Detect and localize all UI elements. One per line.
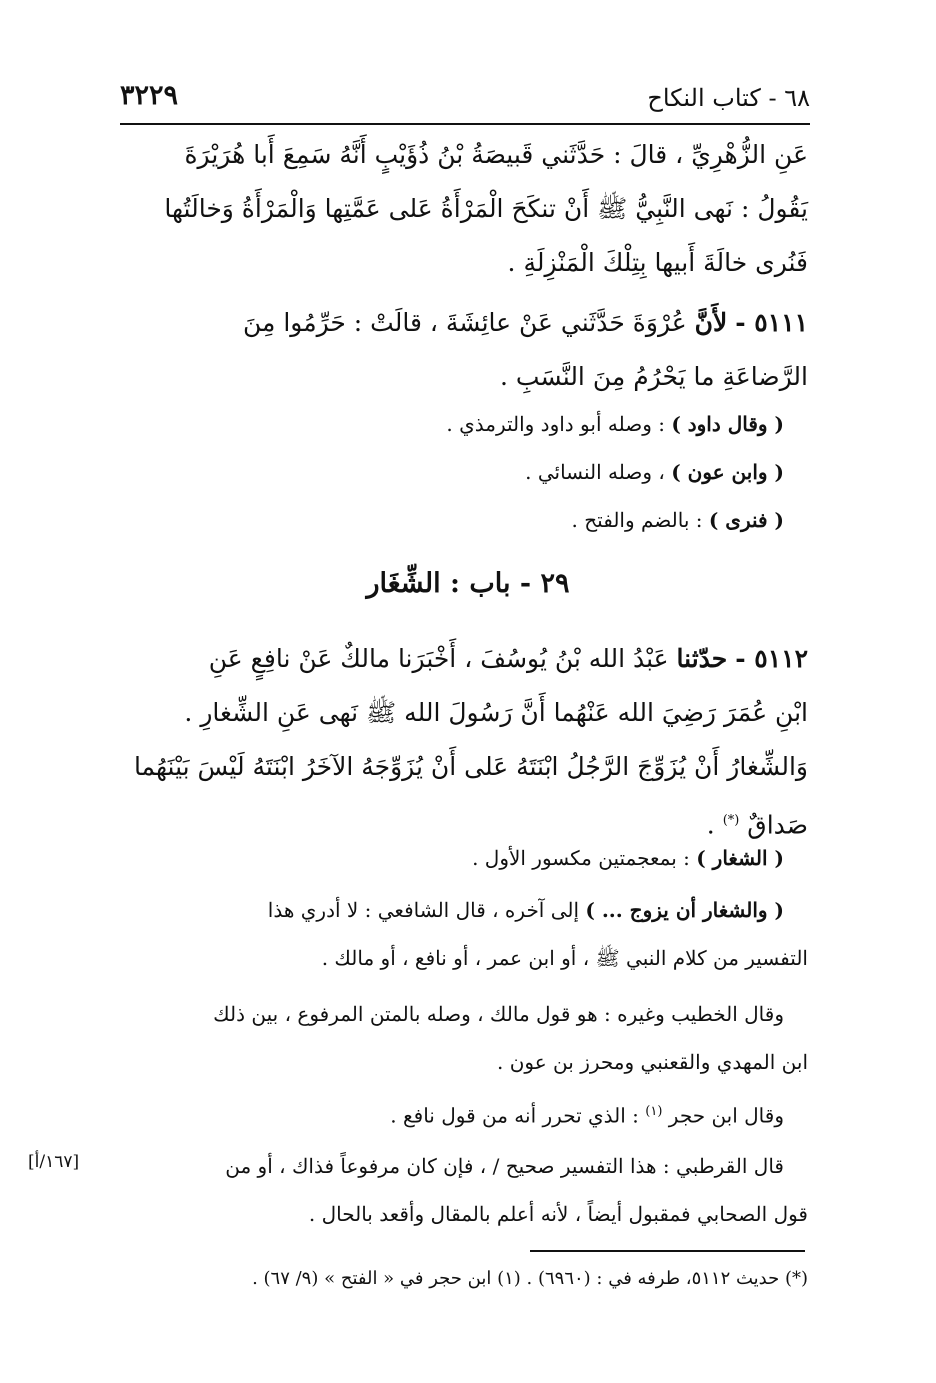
- hadith-line: وَالشِّغارُ أَنْ يُزَوِّجَ الرَّجُلُ ابْنَتَهُ عَلى أَنْ يُزَوِّجَهُ الآخَرُ ابْنَتَهُ لَيْسَ بَيْنَهُما: [133, 752, 808, 781]
- chapter-heading: ٢٩ - باب : الشِّغَار: [366, 568, 570, 599]
- hadith-line: [128, 632, 808, 686]
- hadith-line: الرَّضاعَةِ ما يَحْرُمُ مِنَ النَّسَبِ .: [500, 362, 808, 391]
- commentary-text: ، وصله النسائي .: [525, 460, 672, 484]
- commentary-text: وقال ابن حجر: [662, 1103, 784, 1128]
- commentary-paragraph: [128, 1088, 808, 1140]
- commentary-line: [128, 400, 808, 448]
- commentary-term: ( والشغار أن يزوج ... ): [585, 898, 784, 922]
- hadith-number: ٥١١٢ -: [735, 644, 808, 673]
- commentary-line: ابن المهدي والقعنبي ومحرز بن عون .: [497, 1050, 808, 1074]
- commentary-term: ( فنرى ): [708, 508, 784, 532]
- margin-reference: [١٦٧/أ]: [28, 1152, 80, 1172]
- commentary-paragraph: [128, 990, 808, 1086]
- hadith-line: يَقُولُ : نَهى النَّبِيُّ ﷺ أَنْ تنكَحَ الْمَرْأَةُ عَلى عَمَّتِها وَالْمَرْأَةُ وَخالَتُها: [164, 194, 808, 223]
- commentary-paragraph: [128, 1142, 808, 1238]
- commentary-line: قول الصحابي فمقبول أيضاً ، لأنه أعلم بالمقال وأقعد بالحال .: [308, 1202, 808, 1226]
- hadith-text-end: .: [706, 810, 723, 840]
- commentary-line: [128, 448, 808, 496]
- hadith-5112: [128, 632, 808, 852]
- page-header: [120, 70, 810, 122]
- hadith-line: [128, 296, 808, 350]
- commentary-line: التفسير من كلام النبي ﷺ ، أو ابن عمر ، أو نافع ، أو مالك .: [321, 946, 808, 970]
- footnote: (*) حديث ٥١١٢، طرفه في : (٦٩٦٠) . (١) ابن حجر في « الفتح » (٩/ ٦٧) .: [252, 1268, 808, 1289]
- commentary-text: : وصله أبو داود والترمذي .: [446, 412, 672, 436]
- hadith-line: ابْنِ عُمَرَ رَضِيَ الله عَنْهُما أَنَّ رَسُولَ الله ﷺ نَهى عَنِ الشِّغارِ .: [184, 698, 808, 727]
- commentary-line: قال القرطبي : هذا التفسير صحيح / ، فإن كان مرفوعاً فذاك ، أو من: [225, 1154, 784, 1178]
- commentary-paragraph: [128, 886, 808, 982]
- book-title: ٦٨ - كتاب النكاح: [647, 84, 810, 112]
- commentary-text: إلى آخره ، قال الشافعي : لا أدري هذا: [267, 898, 586, 922]
- commentary-term: ( وابن عون ): [671, 460, 784, 484]
- commentary-term: ( وقال داود ): [671, 412, 784, 436]
- commentary-line: [128, 834, 808, 882]
- footnote-rule: [530, 1250, 805, 1252]
- commentary-line: وقال الخطيب وغيره : هو قول مالك ، وصله بالمتن المرفوع ، بين ذلك: [213, 1002, 784, 1026]
- hadith-lead-word: حدّثنا: [676, 644, 728, 673]
- commentary-text: : الذي تحرر أنه من قول نافع .: [390, 1103, 646, 1128]
- hadith-number: ٥١١١ -: [735, 308, 808, 337]
- hadith-5110-continuation: [128, 128, 808, 290]
- page-number: ٣٢٢٩: [120, 80, 179, 111]
- commentary-line: [128, 496, 808, 544]
- commentary-term: ( الشغار ): [696, 846, 784, 870]
- hadith-text: عَبْدُ الله بْنُ يُوسُفَ ، أَخْبَرَنا مالكٌ عَنْ نافِعٍ عَنِ: [208, 644, 669, 673]
- hadith-lead-word: لأَنَّ: [694, 308, 728, 337]
- commentary-text: : بالضم والفتح .: [571, 508, 709, 532]
- commentary-line: [128, 886, 808, 934]
- hadith-5111: [128, 296, 808, 404]
- commentary-section: [128, 400, 808, 544]
- hadith-text: صَداقٌ: [747, 810, 808, 840]
- header-rule: [120, 123, 810, 125]
- hadith-line: عَنِ الزُّهْرِيِّ ، قالَ : حَدَّثَني قَبيصَةُ بْنُ ذُؤَيْبٍ أَنَّهُ سَمِعَ أَبا هُرَيْرَةَ: [184, 140, 808, 169]
- footnote-marker: (*): [722, 813, 740, 828]
- footnote-ref: (١): [645, 1104, 663, 1119]
- hadith-text: عُرْوَةَ حَدَّثَني عَنْ عائِشَةَ ، قالَتْ : حَرِّمُوا مِنَ: [242, 308, 687, 337]
- commentary-section-2: [128, 834, 808, 882]
- commentary-text: : بمعجمتين مكسور الأول .: [472, 846, 697, 870]
- hadith-line: فَنُرى خالَةَ أَبيها بِتِلْكَ الْمَنْزِلَةِ .: [507, 248, 808, 277]
- commentary-line: [128, 1088, 808, 1140]
